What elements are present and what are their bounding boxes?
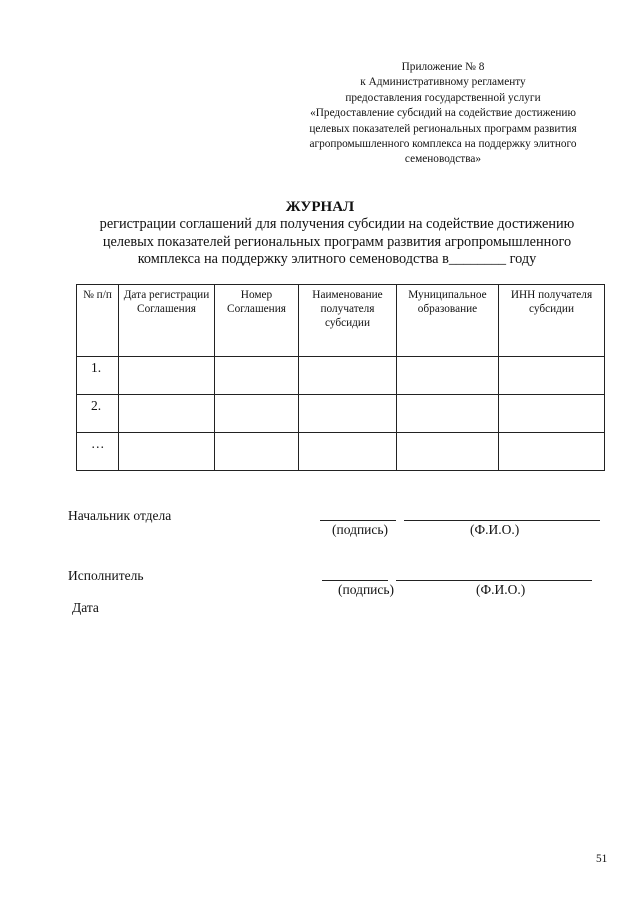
head-of-department-label: Начальник отдела (68, 508, 172, 523)
table-cell (119, 433, 215, 471)
col-header-recipient-inn: ИНН получателя субсидии (499, 285, 605, 357)
executor-signature-line (322, 580, 388, 581)
table-header-row (77, 285, 605, 357)
col-header-municipality: Муниципальное образование (397, 285, 499, 357)
table-cell: 2. (77, 395, 119, 433)
table-cell (299, 433, 397, 471)
appendix-header (270, 60, 616, 168)
appendix-line: Приложение № 8 (401, 61, 485, 73)
subtitle-line: комплекса на поддержку элитного семеноводства в________ году (137, 251, 537, 268)
journal-subtitle (60, 216, 614, 269)
col-header-recipient-name: Наименование получателя субсидии (299, 285, 397, 357)
table-cell (215, 433, 299, 471)
table-row (77, 433, 605, 471)
table-cell (119, 395, 215, 433)
executor-label: Исполнитель (68, 568, 144, 583)
head-name-line (404, 520, 600, 521)
table-cell (397, 357, 499, 395)
table-cell (215, 395, 299, 433)
appendix-line: «Предоставление субсидий на содействие достижению (310, 107, 576, 120)
executor-signature-caption: (подпись) (338, 582, 395, 597)
subtitle-line: регистрации соглашений для получения субсидии на содействие достижению (99, 216, 575, 232)
head-signature-line (320, 520, 396, 521)
appendix-line: семеноводства» (404, 153, 482, 166)
executor-name-caption: (Ф.И.О.) (476, 582, 526, 597)
col-header-agreement-number: Номер Соглашения (215, 285, 299, 357)
head-signature-caption: (подпись) (332, 522, 389, 537)
table-row (77, 357, 605, 395)
table-cell (119, 357, 215, 395)
col-header-registration-date: Дата регистрации Соглашения (119, 285, 215, 357)
table-cell (499, 357, 605, 395)
date-label: Дата (72, 600, 99, 615)
appendix-line: предоставления государственной услуги (345, 91, 541, 104)
table-cell (215, 357, 299, 395)
table-cell (499, 433, 605, 471)
executor-name-line (396, 580, 592, 581)
table-cell (299, 395, 397, 433)
table-cell: … (77, 433, 119, 471)
appendix-line: агропромышленного комплекса на поддержку элитного (309, 138, 577, 151)
table-cell (397, 395, 499, 433)
appendix-line: к Административному регламенту (360, 76, 526, 89)
journal-title: ЖУРНАЛ (285, 199, 355, 215)
subtitle-line: целевых показателей региональных программ развития агропромышленного (102, 233, 572, 250)
col-header-number: № п/п (77, 285, 119, 357)
appendix-line: целевых показателей региональных программ развития (309, 122, 577, 135)
page-number: 51 (596, 853, 608, 865)
registration-table (76, 284, 605, 471)
table-row (77, 395, 605, 433)
table-cell (499, 395, 605, 433)
table-cell (397, 433, 499, 471)
table-cell (299, 357, 397, 395)
table-cell: 1. (77, 357, 119, 395)
head-name-caption: (Ф.И.О.) (470, 522, 520, 537)
